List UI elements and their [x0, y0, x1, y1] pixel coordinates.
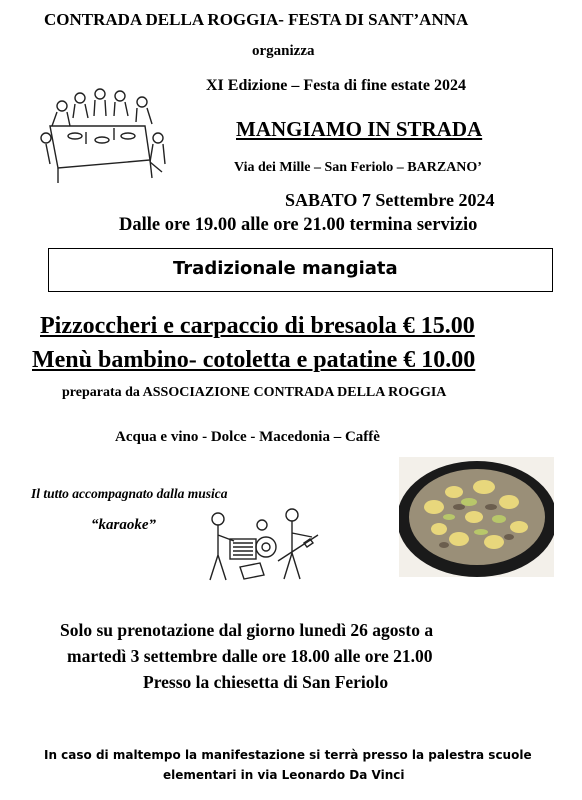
booking-line-1: Solo su prenotazione dal giorno lunedì 26 agosto a — [60, 620, 434, 640]
booking-line-3: Presso la chiesetta di San Feriolo — [143, 672, 389, 692]
main-title: MANGIAMO IN STRADA — [236, 117, 483, 141]
dinner-table-illustration — [40, 88, 170, 188]
pizzoccheri-pan-photo — [399, 457, 554, 577]
booking-line-2: martedì 3 settembre dalle ore 18.00 alle ore 21.00 — [67, 646, 433, 666]
date-line: SABATO 7 Settembre 2024 — [285, 190, 495, 210]
menu-extras: Acqua e vino - Dolce - Macedonia – Caffè — [115, 429, 380, 445]
menu-item-bambino: Menù bambino- cotoletta e patatine € 10.00 — [32, 347, 476, 373]
music-line: Il tutto accompagnato dalla musica — [31, 486, 228, 501]
weather-note-line-1: In caso di maltempo la manifestazione si terrà presso la palestra scuole — [44, 748, 532, 762]
music-band-illustration — [200, 505, 325, 590]
hours-line: Dalle ore 19.00 alle ore 21.00 termina servizio — [119, 215, 478, 235]
karaoke-label: “karaoke” — [91, 517, 156, 533]
edition-line: XI Edizione – Festa di fine estate 2024 — [206, 77, 466, 94]
organizza-label: organizza — [252, 43, 315, 59]
tradizionale-label: Tradizionale mangiata — [173, 258, 398, 279]
weather-note-line-2: elementari in via Leonardo Da Vinci — [163, 768, 405, 782]
prepared-by: preparata da ASSOCIAZIONE CONTRADA DELLA ROGGIA — [62, 385, 447, 400]
menu-item-pizzoccheri: Pizzoccheri e carpaccio di bresaola € 15.00 — [40, 313, 475, 339]
event-title: CONTRADA DELLA ROGGIA- FESTA DI SANT’ANNA — [44, 10, 469, 29]
address-line: Via dei Mille – San Feriolo – BARZANO’ — [234, 160, 482, 175]
